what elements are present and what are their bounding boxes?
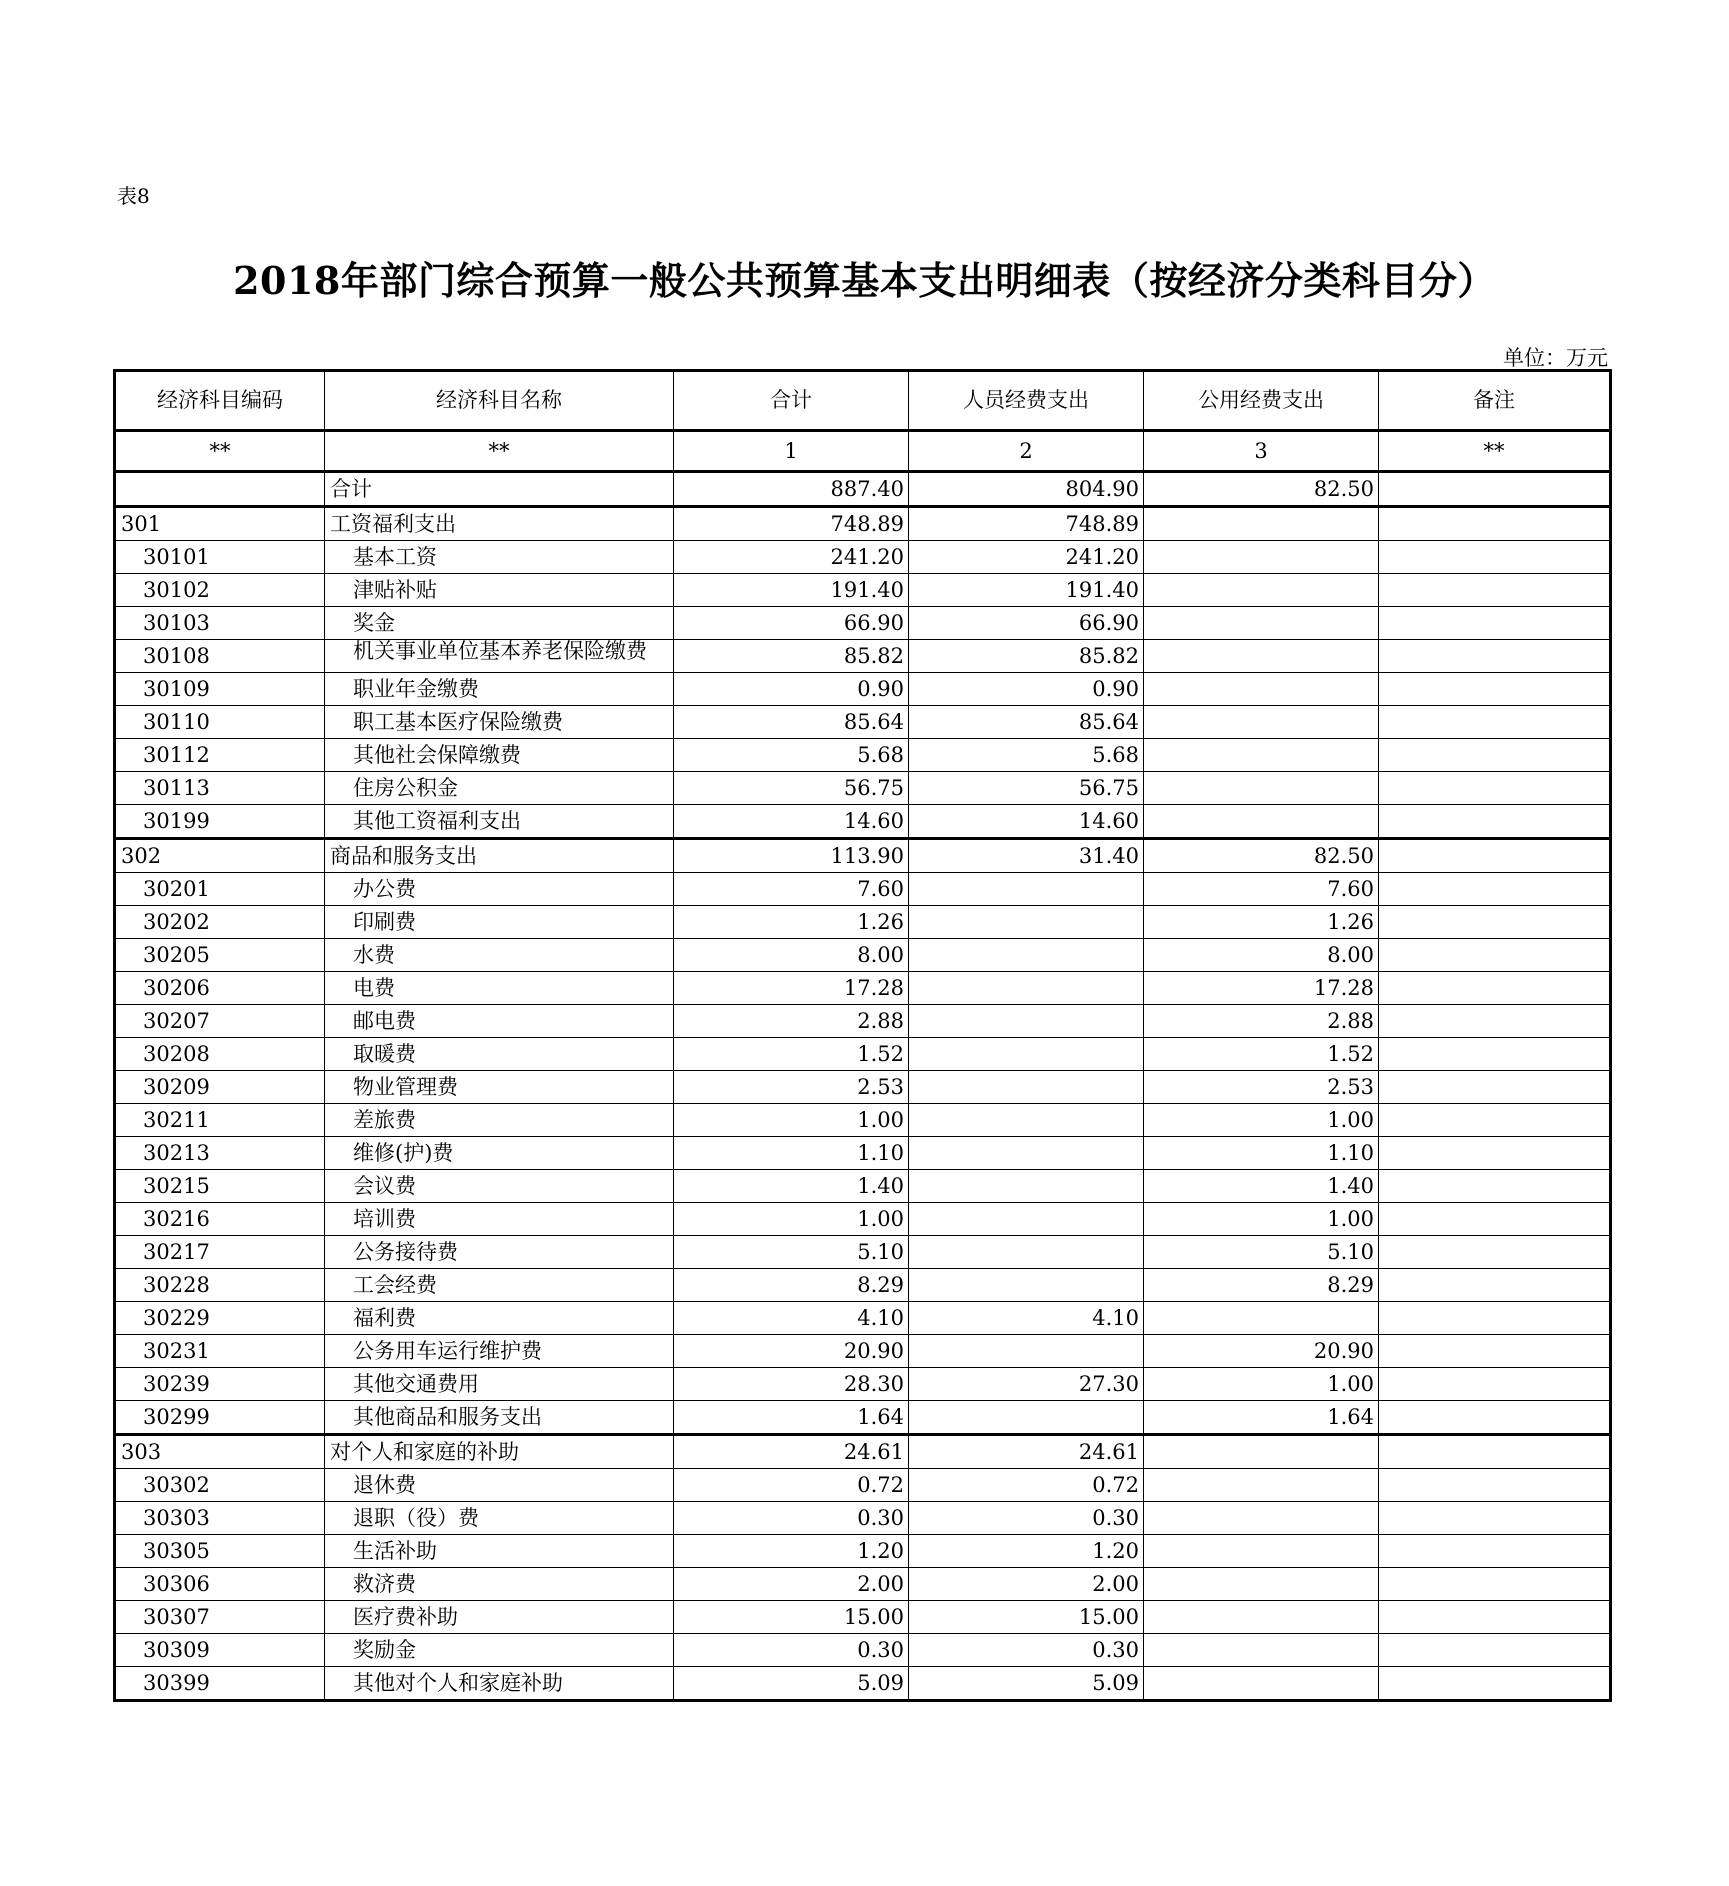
cell-total: 2.88 [674, 1005, 909, 1038]
cell-public: 2.53 [1144, 1071, 1379, 1104]
cell-public [1144, 1302, 1379, 1335]
cell-personnel: 0.90 [909, 673, 1144, 706]
cell-code: 30228 [115, 1269, 325, 1302]
cell-public [1144, 706, 1379, 739]
column-index-remark: ** [1379, 431, 1611, 472]
total-row [115, 472, 1611, 507]
cell-remark [1379, 1667, 1611, 1701]
table-row [115, 607, 1611, 640]
cell-personnel [909, 1269, 1144, 1302]
cell-code: 30302 [115, 1469, 325, 1502]
cell-remark [1379, 1203, 1611, 1236]
cell-total: 0.30 [674, 1502, 909, 1535]
cell-total: 17.28 [674, 972, 909, 1005]
cell-remark [1379, 1634, 1611, 1667]
table-row [115, 1236, 1611, 1269]
cell-remark [1379, 1568, 1611, 1601]
table-row [115, 1071, 1611, 1104]
cell-public [1144, 1601, 1379, 1634]
table-row [115, 640, 1611, 673]
cell-name: 其他商品和服务支出 [325, 1401, 674, 1435]
cell-total: 8.00 [674, 939, 909, 972]
cell-name: 取暖费 [325, 1038, 674, 1071]
cell-public [1144, 673, 1379, 706]
cell-code: 302 [115, 839, 325, 873]
cell-remark [1379, 1038, 1611, 1071]
cell-name: 机关事业单位基本养老保险缴费 [325, 640, 674, 673]
cell-code: 30207 [115, 1005, 325, 1038]
cell-total: 4.10 [674, 1302, 909, 1335]
cell-name: 物业管理费 [325, 1071, 674, 1104]
cell-personnel: 85.82 [909, 640, 1144, 673]
column-index-row [115, 431, 1611, 472]
cell-name: 退休费 [325, 1469, 674, 1502]
cell-public: 2.88 [1144, 1005, 1379, 1038]
cell-public: 5.10 [1144, 1236, 1379, 1269]
cell-public [1144, 541, 1379, 574]
table-row [115, 1401, 1611, 1435]
cell-code: 30211 [115, 1104, 325, 1137]
cell-personnel [909, 1038, 1144, 1071]
cell-total: 5.68 [674, 739, 909, 772]
cell-personnel: 85.64 [909, 706, 1144, 739]
table-row [115, 939, 1611, 972]
cell-remark [1379, 1601, 1611, 1634]
table-row [115, 1137, 1611, 1170]
cell-code: 30215 [115, 1170, 325, 1203]
cell-remark [1379, 472, 1611, 507]
cell-name: 其他对个人和家庭补助 [325, 1667, 674, 1701]
cell-code: 30216 [115, 1203, 325, 1236]
cell-public: 8.00 [1144, 939, 1379, 972]
cell-personnel: 15.00 [909, 1601, 1144, 1634]
cell-total: 1.00 [674, 1203, 909, 1236]
unit-label: 单位：万元 [1503, 346, 1608, 370]
cell-code: 30208 [115, 1038, 325, 1071]
cell-name: 福利费 [325, 1302, 674, 1335]
cell-name: 对个人和家庭的补助 [325, 1435, 674, 1469]
cell-total: 85.82 [674, 640, 909, 673]
table-row [115, 1038, 1611, 1071]
cell-code [115, 472, 325, 507]
cell-remark [1379, 1535, 1611, 1568]
cell-public [1144, 1634, 1379, 1667]
cell-personnel [909, 873, 1144, 906]
cell-total: 7.60 [674, 873, 909, 906]
cell-remark [1379, 673, 1611, 706]
cell-code: 30103 [115, 607, 325, 640]
cell-public [1144, 1502, 1379, 1535]
cell-remark [1379, 1502, 1611, 1535]
cell-remark [1379, 972, 1611, 1005]
cell-personnel: 31.40 [909, 839, 1144, 873]
cell-personnel: 2.00 [909, 1568, 1144, 1601]
cell-total: 113.90 [674, 839, 909, 873]
cell-name: 合计 [325, 472, 674, 507]
cell-personnel [909, 1335, 1144, 1368]
cell-name: 职工基本医疗保险缴费 [325, 706, 674, 739]
table-row [115, 906, 1611, 939]
cell-name: 其他工资福利支出 [325, 805, 674, 839]
cell-public [1144, 574, 1379, 607]
cell-name: 救济费 [325, 1568, 674, 1601]
cell-public: 1.00 [1144, 1368, 1379, 1401]
cell-total: 14.60 [674, 805, 909, 839]
cell-code: 30112 [115, 739, 325, 772]
cell-total: 20.90 [674, 1335, 909, 1368]
column-header-total: 合计 [674, 371, 909, 431]
cell-name: 基本工资 [325, 541, 674, 574]
cell-remark [1379, 1236, 1611, 1269]
cell-remark [1379, 1368, 1611, 1401]
cell-code: 30231 [115, 1335, 325, 1368]
cell-code: 30229 [115, 1302, 325, 1335]
cell-remark [1379, 1335, 1611, 1368]
cell-name: 商品和服务支出 [325, 839, 674, 873]
cell-personnel: 24.61 [909, 1435, 1144, 1469]
cell-remark [1379, 1469, 1611, 1502]
cell-remark [1379, 640, 1611, 673]
cell-remark [1379, 739, 1611, 772]
table-row [115, 1203, 1611, 1236]
cell-total: 56.75 [674, 772, 909, 805]
cell-personnel [909, 1170, 1144, 1203]
cell-remark [1379, 1435, 1611, 1469]
cell-remark [1379, 1401, 1611, 1435]
cell-remark [1379, 1104, 1611, 1137]
cell-code: 30213 [115, 1137, 325, 1170]
table-row [115, 541, 1611, 574]
table-row [115, 673, 1611, 706]
cell-total: 887.40 [674, 472, 909, 507]
cell-personnel: 0.30 [909, 1634, 1144, 1667]
column-header-public: 公用经费支出 [1144, 371, 1379, 431]
table-row [115, 1269, 1611, 1302]
table-row [115, 972, 1611, 1005]
cell-personnel [909, 1071, 1144, 1104]
cell-public: 1.26 [1144, 906, 1379, 939]
cell-remark [1379, 607, 1611, 640]
cell-public: 1.40 [1144, 1170, 1379, 1203]
cell-personnel: 5.09 [909, 1667, 1144, 1701]
column-index-total: 1 [674, 431, 909, 472]
table-row [115, 1368, 1611, 1401]
cell-personnel: 1.20 [909, 1535, 1144, 1568]
table-body [115, 472, 1611, 1701]
cell-name: 退职（役）费 [325, 1502, 674, 1535]
table-row [115, 873, 1611, 906]
cell-total: 28.30 [674, 1368, 909, 1401]
table-row [115, 1469, 1611, 1502]
cell-name: 医疗费补助 [325, 1601, 674, 1634]
cell-personnel: 66.90 [909, 607, 1144, 640]
cell-total: 1.26 [674, 906, 909, 939]
cell-personnel [909, 1005, 1144, 1038]
table-row [115, 1667, 1611, 1701]
cell-public: 82.50 [1144, 839, 1379, 873]
cell-public [1144, 739, 1379, 772]
cell-name: 办公费 [325, 873, 674, 906]
cell-remark [1379, 805, 1611, 839]
cell-public: 17.28 [1144, 972, 1379, 1005]
cell-code: 30299 [115, 1401, 325, 1435]
table-row [115, 706, 1611, 739]
cell-personnel: 0.72 [909, 1469, 1144, 1502]
cell-name: 水费 [325, 939, 674, 972]
table-row [115, 1502, 1611, 1535]
cell-code: 30110 [115, 706, 325, 739]
cell-remark [1379, 906, 1611, 939]
cell-name: 工资福利支出 [325, 507, 674, 541]
table-row [115, 772, 1611, 805]
cell-name: 工会经费 [325, 1269, 674, 1302]
cell-total: 1.20 [674, 1535, 909, 1568]
cell-personnel [909, 1203, 1144, 1236]
cell-personnel: 0.30 [909, 1502, 1144, 1535]
cell-personnel [909, 1401, 1144, 1435]
cell-personnel [909, 906, 1144, 939]
cell-personnel: 27.30 [909, 1368, 1144, 1401]
cell-remark [1379, 1302, 1611, 1335]
cell-remark [1379, 1005, 1611, 1038]
table-number-label: 表8 [117, 184, 150, 208]
budget-table [113, 369, 1612, 1702]
cell-code: 30102 [115, 574, 325, 607]
cell-total: 1.52 [674, 1038, 909, 1071]
table-row [115, 1601, 1611, 1634]
cell-public: 7.60 [1144, 873, 1379, 906]
cell-personnel: 748.89 [909, 507, 1144, 541]
cell-public [1144, 772, 1379, 805]
cell-public: 8.29 [1144, 1269, 1379, 1302]
table-row [115, 1634, 1611, 1667]
cell-public: 1.00 [1144, 1104, 1379, 1137]
cell-personnel [909, 939, 1144, 972]
cell-public: 1.00 [1144, 1203, 1379, 1236]
column-index-public: 3 [1144, 431, 1379, 472]
cell-public [1144, 1535, 1379, 1568]
cell-remark [1379, 839, 1611, 873]
cell-name: 奖金 [325, 607, 674, 640]
cell-code: 30206 [115, 972, 325, 1005]
cell-total: 0.72 [674, 1469, 909, 1502]
cell-total: 2.53 [674, 1071, 909, 1104]
cell-code: 30239 [115, 1368, 325, 1401]
cell-public: 82.50 [1144, 472, 1379, 507]
category-row [115, 839, 1611, 873]
cell-code: 30101 [115, 541, 325, 574]
category-row [115, 507, 1611, 541]
cell-code: 30306 [115, 1568, 325, 1601]
cell-code: 30217 [115, 1236, 325, 1269]
table-row [115, 739, 1611, 772]
cell-code: 30399 [115, 1667, 325, 1701]
cell-remark [1379, 1071, 1611, 1104]
cell-personnel [909, 1137, 1144, 1170]
cell-public [1144, 805, 1379, 839]
cell-personnel: 4.10 [909, 1302, 1144, 1335]
cell-name: 会议费 [325, 1170, 674, 1203]
cell-name: 住房公积金 [325, 772, 674, 805]
cell-total: 85.64 [674, 706, 909, 739]
page-title: 2018年部门综合预算一般公共预算基本支出明细表（按经济分类科目分） [233, 258, 1496, 303]
column-index-name: ** [325, 431, 674, 472]
cell-personnel [909, 972, 1144, 1005]
cell-remark [1379, 574, 1611, 607]
cell-code: 301 [115, 507, 325, 541]
cell-code: 30109 [115, 673, 325, 706]
table-row [115, 1005, 1611, 1038]
cell-personnel: 241.20 [909, 541, 1144, 574]
table-row [115, 1335, 1611, 1368]
cell-code: 30309 [115, 1634, 325, 1667]
table-row [115, 1302, 1611, 1335]
cell-public: 1.10 [1144, 1137, 1379, 1170]
table-row [115, 574, 1611, 607]
column-header-code: 经济科目编码 [115, 371, 325, 431]
cell-code: 30113 [115, 772, 325, 805]
cell-code: 30307 [115, 1601, 325, 1634]
table-row [115, 1170, 1611, 1203]
table-row [115, 1535, 1611, 1568]
table-row [115, 1568, 1611, 1601]
cell-total: 24.61 [674, 1435, 909, 1469]
column-header-personnel: 人员经费支出 [909, 371, 1144, 431]
cell-name: 差旅费 [325, 1104, 674, 1137]
cell-personnel [909, 1236, 1144, 1269]
cell-total: 15.00 [674, 1601, 909, 1634]
cell-personnel: 5.68 [909, 739, 1144, 772]
cell-personnel: 56.75 [909, 772, 1144, 805]
cell-total: 241.20 [674, 541, 909, 574]
cell-name: 职业年金缴费 [325, 673, 674, 706]
cell-code: 30303 [115, 1502, 325, 1535]
cell-code: 30202 [115, 906, 325, 939]
column-header-name: 经济科目名称 [325, 371, 674, 431]
cell-remark [1379, 1269, 1611, 1302]
cell-code: 303 [115, 1435, 325, 1469]
table-row [115, 805, 1611, 839]
cell-remark [1379, 541, 1611, 574]
cell-name: 电费 [325, 972, 674, 1005]
cell-total: 0.90 [674, 673, 909, 706]
cell-total: 0.30 [674, 1634, 909, 1667]
cell-total: 5.10 [674, 1236, 909, 1269]
cell-remark [1379, 706, 1611, 739]
cell-name: 奖励金 [325, 1634, 674, 1667]
cell-public [1144, 1568, 1379, 1601]
cell-remark [1379, 507, 1611, 541]
cell-name: 维修(护)费 [325, 1137, 674, 1170]
cell-code: 30209 [115, 1071, 325, 1104]
cell-total: 1.64 [674, 1401, 909, 1435]
cell-total: 1.10 [674, 1137, 909, 1170]
cell-personnel [909, 1104, 1144, 1137]
cell-public [1144, 1469, 1379, 1502]
cell-remark [1379, 1137, 1611, 1170]
cell-name: 其他社会保障缴费 [325, 739, 674, 772]
column-header-remark: 备注 [1379, 371, 1611, 431]
cell-total: 1.00 [674, 1104, 909, 1137]
cell-personnel: 14.60 [909, 805, 1144, 839]
cell-name: 公务接待费 [325, 1236, 674, 1269]
cell-name: 培训费 [325, 1203, 674, 1236]
cell-personnel: 191.40 [909, 574, 1144, 607]
cell-code: 30201 [115, 873, 325, 906]
cell-public: 1.64 [1144, 1401, 1379, 1435]
cell-public [1144, 607, 1379, 640]
cell-public [1144, 640, 1379, 673]
cell-total: 1.40 [674, 1170, 909, 1203]
cell-code: 30108 [115, 640, 325, 673]
cell-total: 191.40 [674, 574, 909, 607]
cell-total: 5.09 [674, 1667, 909, 1701]
cell-public: 1.52 [1144, 1038, 1379, 1071]
cell-code: 30199 [115, 805, 325, 839]
category-row [115, 1435, 1611, 1469]
cell-remark [1379, 939, 1611, 972]
cell-public: 20.90 [1144, 1335, 1379, 1368]
cell-name: 生活补助 [325, 1535, 674, 1568]
cell-name: 津贴补贴 [325, 574, 674, 607]
column-index-code: ** [115, 431, 325, 472]
cell-name: 公务用车运行维护费 [325, 1335, 674, 1368]
cell-remark [1379, 1170, 1611, 1203]
cell-name: 其他交通费用 [325, 1368, 674, 1401]
cell-total: 748.89 [674, 507, 909, 541]
header-row [115, 371, 1611, 431]
cell-code: 30305 [115, 1535, 325, 1568]
cell-public [1144, 1667, 1379, 1701]
table-row [115, 1104, 1611, 1137]
cell-personnel: 804.90 [909, 472, 1144, 507]
cell-code: 30205 [115, 939, 325, 972]
cell-public [1144, 1435, 1379, 1469]
cell-total: 8.29 [674, 1269, 909, 1302]
cell-name: 邮电费 [325, 1005, 674, 1038]
cell-remark [1379, 772, 1611, 805]
cell-public [1144, 507, 1379, 541]
cell-total: 66.90 [674, 607, 909, 640]
cell-total: 2.00 [674, 1568, 909, 1601]
cell-name: 印刷费 [325, 906, 674, 939]
cell-remark [1379, 873, 1611, 906]
column-index-personnel: 2 [909, 431, 1144, 472]
